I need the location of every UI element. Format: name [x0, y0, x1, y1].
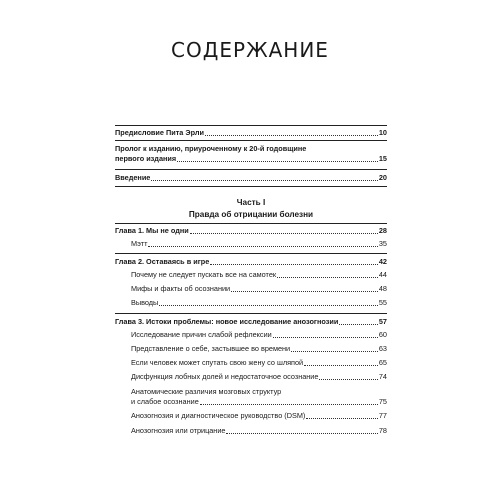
- dot-leader: [210, 264, 378, 265]
- entry-page: 42: [378, 257, 387, 266]
- dot-leader: [190, 233, 378, 234]
- entry-title: Почему не следует пускать все на самотек: [131, 270, 277, 279]
- entry-title: Дисфункция лобных долей и недостаточное осознание: [131, 372, 319, 381]
- dot-leader: [159, 305, 378, 306]
- dot-leader: [151, 180, 378, 181]
- toc-entry-section[interactable]: [131, 387, 387, 407]
- entry-page: 65: [378, 358, 387, 367]
- dot-leader: [148, 246, 377, 247]
- toc-entry-section[interactable]: [131, 298, 387, 308]
- page-title: СОДЕРЖАНИЕ: [171, 38, 329, 62]
- divider: [115, 140, 387, 141]
- entry-title: Мэтт: [131, 239, 148, 248]
- entry-page: 77: [378, 411, 387, 420]
- toc-entry-section[interactable]: [131, 411, 387, 421]
- entry-page: 10: [378, 128, 387, 137]
- entry-page: 60: [378, 330, 387, 339]
- entry-page: 20: [378, 173, 387, 182]
- entry-title: Мифы и факты об осознании: [131, 284, 231, 293]
- entry-title: Введение: [115, 173, 151, 182]
- divider: [115, 125, 387, 126]
- dot-leader: [277, 277, 378, 278]
- entry-title: Предисловие Пита Эрли: [115, 128, 204, 137]
- toc-entry-section[interactable]: [131, 344, 387, 354]
- divider: [115, 313, 387, 314]
- entry-title: Анозогнозия или отрицание: [131, 426, 226, 435]
- entry-page: 35: [378, 239, 387, 248]
- entry-title: Глава 2. Оставаясь в игре: [115, 257, 210, 266]
- toc-entry-preface[interactable]: [115, 128, 387, 138]
- toc-entry-section[interactable]: [131, 426, 387, 436]
- toc-entry-section[interactable]: [131, 284, 387, 294]
- dot-leader: [339, 324, 378, 325]
- entry-title: Выводы: [131, 298, 159, 307]
- dot-leader: [291, 351, 378, 352]
- divider: [115, 169, 387, 170]
- divider: [115, 223, 387, 224]
- toc-entry-chapter-2[interactable]: [115, 257, 387, 267]
- entry-title-line1: Анатомические различия мозговых структур: [131, 387, 282, 396]
- dot-leader: [177, 161, 378, 162]
- dot-leader: [319, 379, 377, 380]
- entry-page: 57: [378, 317, 387, 326]
- entry-title: и слабое осознание: [131, 397, 199, 406]
- dot-leader: [226, 433, 377, 434]
- toc-entry-section[interactable]: [131, 358, 387, 368]
- dot-leader: [200, 404, 378, 405]
- entry-title: Глава 1. Мы не одни: [115, 226, 189, 235]
- toc-entry-introduction[interactable]: [115, 173, 387, 183]
- dot-leader: [304, 365, 378, 366]
- entry-page: 28: [378, 226, 387, 235]
- table-of-contents: [115, 0, 387, 500]
- toc-entry-section[interactable]: [131, 239, 387, 249]
- entry-title: первого издания: [115, 154, 177, 163]
- dot-leader: [306, 418, 378, 419]
- toc-entry-prologue[interactable]: [115, 144, 387, 164]
- entry-title: Представление о себе, застывшее во времени: [131, 344, 291, 353]
- entry-title: Исследование причин слабой рефлексии: [131, 330, 272, 339]
- entry-page: 63: [378, 344, 387, 353]
- divider: [115, 253, 387, 254]
- entry-page: 48: [378, 284, 387, 293]
- divider: [115, 186, 387, 187]
- toc-entry-chapter-3[interactable]: [115, 317, 387, 327]
- toc-entry-chapter-1[interactable]: [115, 226, 387, 236]
- part-label: Часть I: [236, 198, 266, 207]
- entry-title: Глава 3. Истоки проблемы: новое исследование анозогнозии: [115, 317, 339, 326]
- entry-title: Анозогнозия и диагностическое руководство (DSM): [131, 411, 306, 420]
- dot-leader: [231, 291, 378, 292]
- toc-entry-section[interactable]: [131, 372, 387, 382]
- part-title: Правда об отрицании болезни: [188, 210, 314, 219]
- entry-page: 75: [378, 397, 387, 406]
- entry-page: 78: [378, 426, 387, 435]
- dot-leader: [273, 337, 378, 338]
- entry-page: 44: [378, 270, 387, 279]
- entry-page: 55: [378, 298, 387, 307]
- entry-page: 74: [378, 372, 387, 381]
- toc-entry-section[interactable]: [131, 330, 387, 340]
- entry-page: 15: [378, 154, 387, 163]
- dot-leader: [205, 135, 378, 136]
- toc-entry-section[interactable]: [131, 270, 387, 280]
- entry-title: Если человек может спутать свою жену со шляпой: [131, 358, 304, 367]
- entry-title-line1: Пролог к изданию, приуроченному к 20-й годовщине: [115, 144, 307, 153]
